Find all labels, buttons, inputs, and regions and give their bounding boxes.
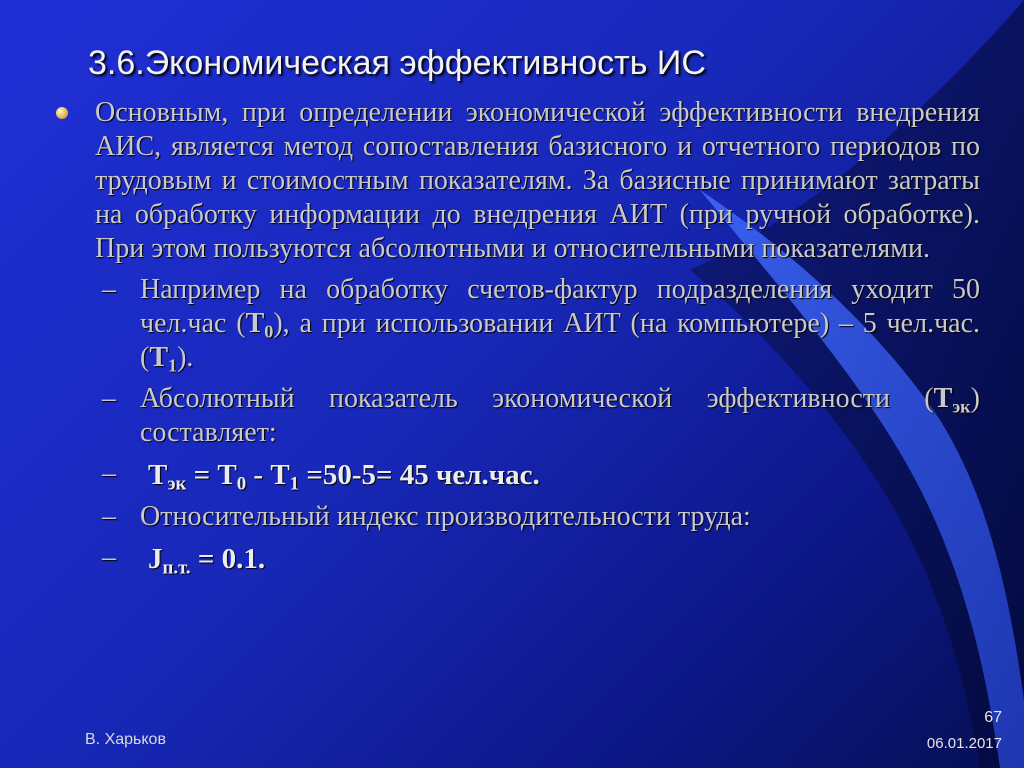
sub-item-formula-2: [40, 541, 980, 577]
page-number: 67: [984, 709, 1002, 726]
text-part: Абсолютный показатель экономической эффективности (: [140, 383, 934, 414]
footer-author: В. Харьков: [85, 731, 166, 748]
text-part: Например на обработку счетов-фактур подразделения уходит 50 чел.час (: [140, 274, 980, 339]
footer-date: 06.01.2017: [926, 735, 1002, 752]
sub-item-relative: [40, 500, 980, 534]
dash: –: [102, 542, 116, 573]
t1-symbol: $Т_1$: [149, 342, 178, 376]
main-bullet: [40, 96, 980, 266]
formula-tek: $Т_{эк} = Т_0 - Т_1 =50-5= 45$ чел.час.: [148, 459, 540, 495]
main-bullet-text: Основным, при определении экономической эффективности внедрения АИС, является метод сопоставления базисного и отчетного периодов по трудовым и стоимостным показателям. За базисные принимают затраты на обработку информации до внедрения АИТ (при ручной обработке). При этом пользуются абсолютными и относительными показателями.: [95, 97, 980, 264]
tek-symbol: $Т_{эк}$: [933, 383, 971, 417]
sub-item-example: [40, 273, 980, 375]
text-part: ) составляет:: [140, 383, 980, 448]
dash: –: [102, 383, 116, 414]
slide-title: 3.6.Экономическая эффективность ИС: [88, 44, 706, 82]
sub-item-absolute: [40, 382, 980, 450]
sub-item-example-text: [140, 273, 980, 375]
dash: –: [102, 274, 116, 305]
text-part: ), а при использовании АИТ (на компьютере) – 5 чел.час.(: [140, 308, 981, 373]
sub-item-relative-text: Относительный индекс производительности труда:: [140, 501, 751, 532]
formula-jpt: $J_{п.т.} = 0.1$.: [148, 543, 266, 579]
bullet-dot-icon: [56, 107, 68, 119]
slide-content: [40, 96, 980, 577]
sub-item-absolute-text: [140, 382, 980, 450]
dash: –: [102, 458, 116, 489]
sub-item-formula-1: [40, 457, 980, 493]
text-part: ).: [177, 342, 194, 373]
t0-symbol: $Т_0$: [245, 308, 274, 342]
dash: –: [102, 501, 116, 532]
